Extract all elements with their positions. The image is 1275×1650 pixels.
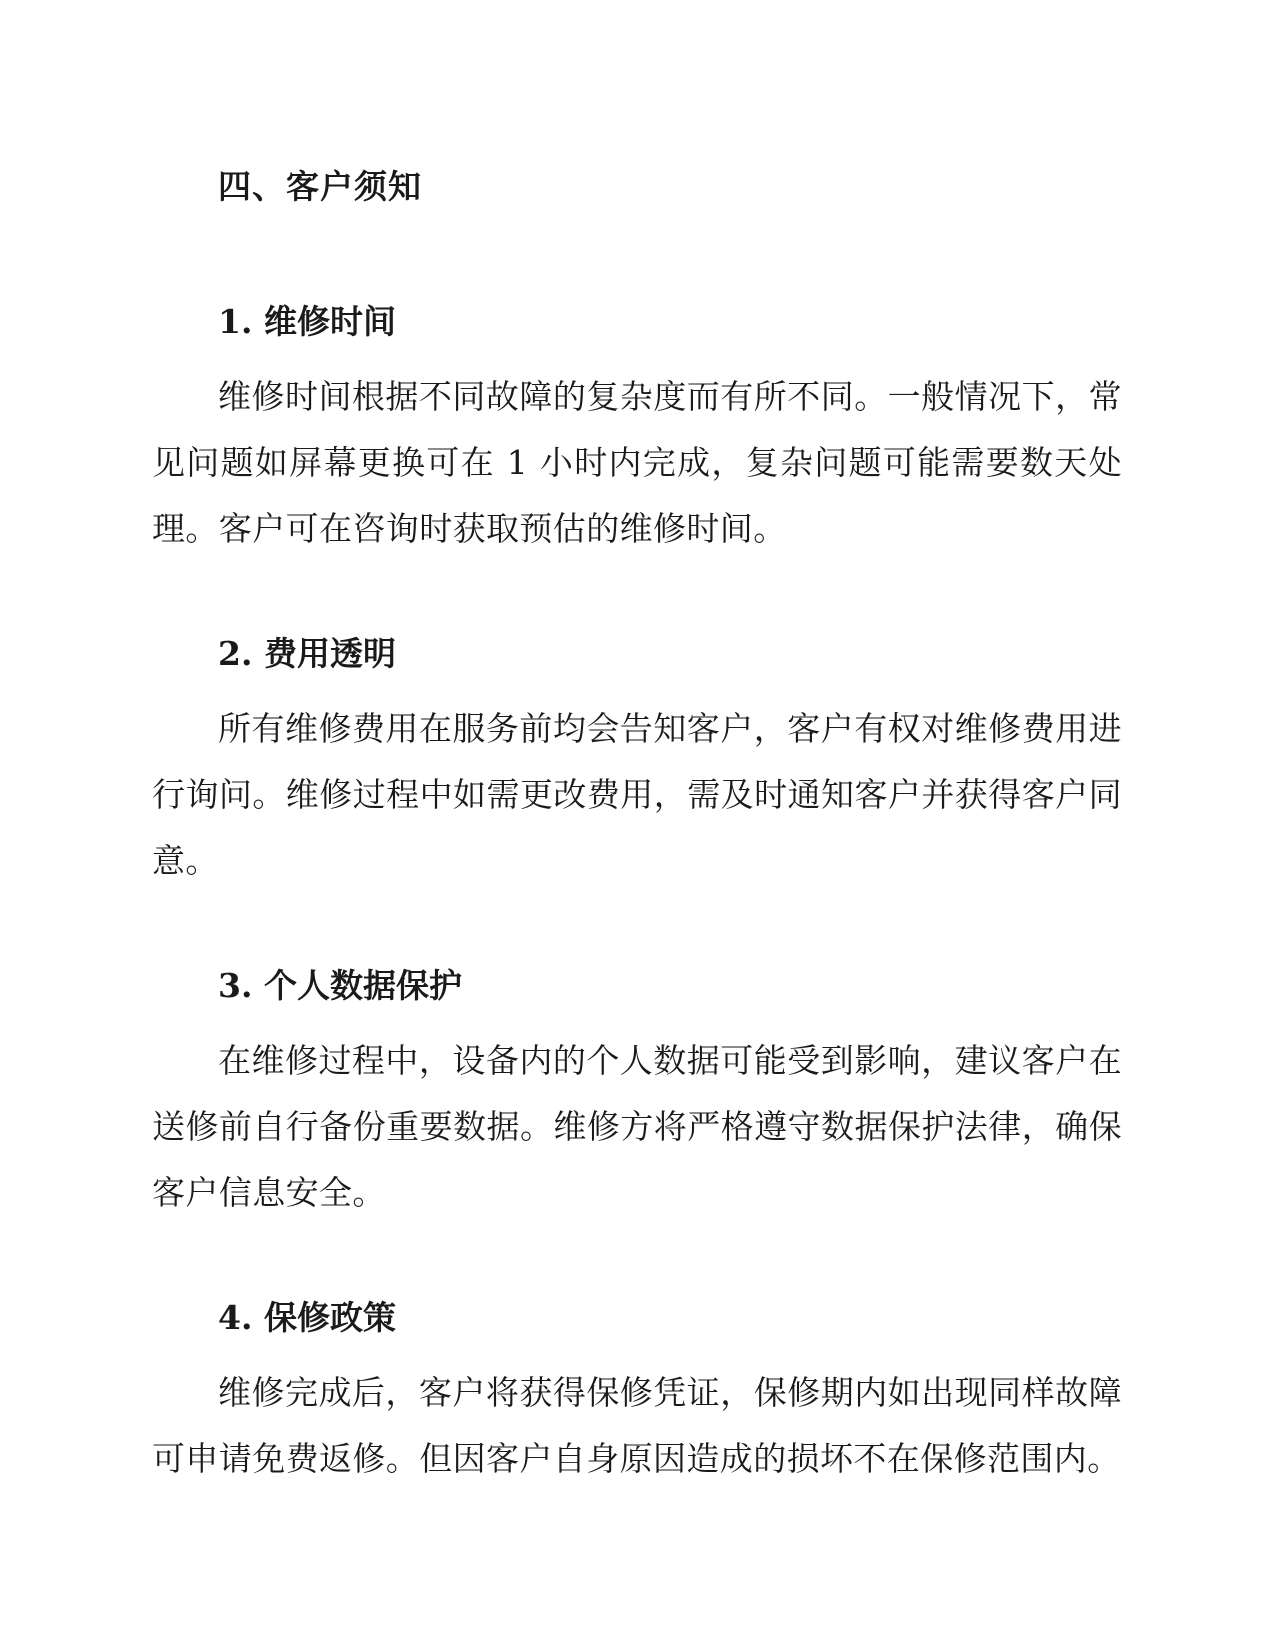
section-body: 维修完成后，客户将获得保修凭证，保修期内如出现同样故障可申请免费返修。但因客户自身原因造成的损坏不在保修范围内。 (152, 1373, 1122, 1478)
section-fee-transparency (152, 632, 1122, 894)
section-heading: 2. 费用透明 (218, 634, 396, 673)
section-body: 所有维修费用在服务前均会告知客户，客户有权对维修费用进行询问。维修过程中如需更改费用，需及时通知客户并获得客户同意。 (152, 709, 1122, 880)
section-heading: 1. 维修时间 (218, 302, 396, 341)
section-warranty-policy (152, 1296, 1122, 1492)
section-data-protection (152, 964, 1122, 1226)
section-repair-time (152, 300, 1122, 562)
section-heading: 3. 个人数据保护 (218, 966, 462, 1005)
page-title: 四、客户须知 (218, 167, 422, 206)
section-body: 在维修过程中，设备内的个人数据可能受到影响，建议客户在送修前自行备份重要数据。维修方将严格遵守数据保护法律，确保客户信息安全。 (152, 1041, 1122, 1212)
section-body: 维修时间根据不同故障的复杂度而有所不同。一般情况下，常见问题如屏幕更换可在 1 小时内完成，复杂问题可能需要数天处理。客户可在咨询时获取预估的维修时间。 (152, 377, 1122, 548)
section-heading: 4. 保修政策 (218, 1298, 396, 1337)
